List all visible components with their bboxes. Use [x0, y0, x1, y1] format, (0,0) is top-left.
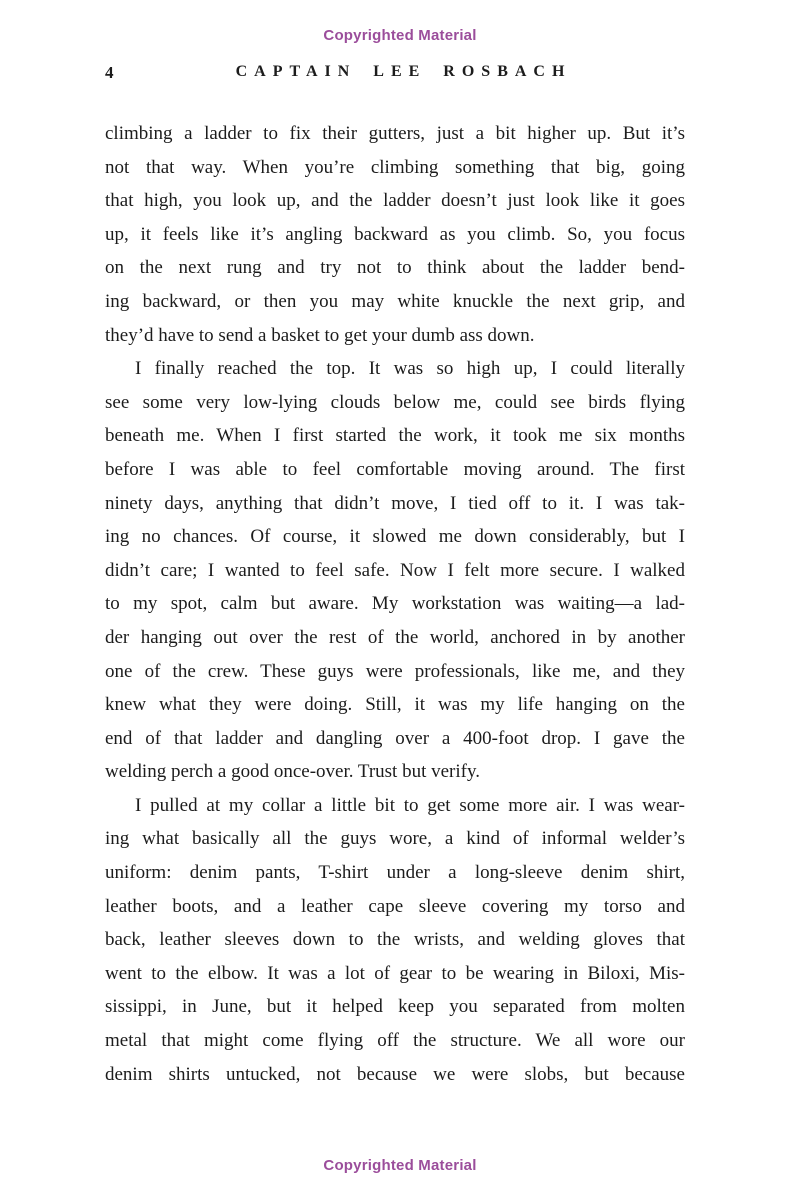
- text-line: not that way. When you’re climbing something that big, going: [105, 156, 685, 178]
- text-line: didn’t care; I wanted to feel safe. Now I felt more secure. I walked: [105, 559, 685, 581]
- running-header: [0, 63, 800, 87]
- text-line: on the next rung and try not to think about the ladder bend-: [105, 257, 685, 279]
- text-line: ing what basically all the guys wore, a kind of informal welder’s: [105, 828, 685, 850]
- text-line: denim shirts untucked, not because we were slobs, but because: [105, 1063, 685, 1085]
- paragraph: [105, 352, 685, 789]
- text-line: leather boots, and a leather cape sleeve covering my torso and: [105, 895, 685, 917]
- text-line: end of that ladder and dangling over a 400-foot drop. I gave the: [105, 727, 685, 749]
- text-line: sissippi, in June, but it helped keep you separated from molten: [105, 996, 685, 1018]
- copyright-notice-bottom: Copyrighted Material: [323, 1157, 477, 1174]
- page-number: 4: [105, 63, 115, 82]
- text-line: uniform: denim pants, T-shirt under a long-sleeve denim shirt,: [105, 862, 685, 884]
- text-line: ninety days, anything that didn’t move, I tied off to it. I was tak-: [105, 492, 685, 514]
- body-text: [105, 117, 685, 1091]
- text-line: I finally reached the top. It was so high up, I could literally: [135, 358, 685, 380]
- text-line: see some very low-lying clouds below me, could see birds flying: [105, 391, 685, 413]
- text-line: before I was able to feel comfortable moving around. The first: [105, 458, 685, 480]
- text-line: der hanging out over the rest of the world, anchored in by another: [105, 626, 685, 648]
- paragraph: [105, 789, 685, 1091]
- text-line: I pulled at my collar a little bit to get some more air. I was wear-: [135, 794, 685, 816]
- text-line: welding perch a good once-over. Trust but verify.: [105, 761, 480, 783]
- text-line: up, it feels like it’s angling backward as you climb. So, you focus: [105, 223, 685, 245]
- text-line: metal that might come flying off the structure. We all wore our: [105, 1030, 685, 1052]
- paragraph: [105, 117, 685, 352]
- text-line: climbing a ladder to fix their gutters, just a bit higher up. But it’s: [105, 123, 685, 144]
- copyright-notice-top: Copyrighted Material: [323, 27, 477, 44]
- text-line: they’d have to send a basket to get your dumb ass down.: [105, 324, 535, 346]
- text-line: went to the elbow. It was a lot of gear to be wearing in Biloxi, Mis-: [105, 962, 685, 984]
- text-line: one of the crew. These guys were professionals, like me, and they: [105, 660, 685, 682]
- text-line: ing backward, or then you may white knuckle the next grip, and: [105, 290, 685, 312]
- text-line: that high, you look up, and the ladder doesn’t just look like it goes: [105, 190, 685, 212]
- text-line: to my spot, calm but aware. My workstation was waiting—a lad-: [105, 593, 685, 615]
- text-line: ing no chances. Of course, it slowed me down considerably, but I: [105, 526, 685, 548]
- text-line: beneath me. When I first started the work, it took me six months: [105, 425, 685, 447]
- running-header-title: CAPTAIN LEE ROSBACH: [235, 63, 572, 80]
- text-line: knew what they were doing. Still, it was my life hanging on the: [105, 694, 685, 716]
- text-line: back, leather sleeves down to the wrists, and welding gloves that: [105, 929, 685, 951]
